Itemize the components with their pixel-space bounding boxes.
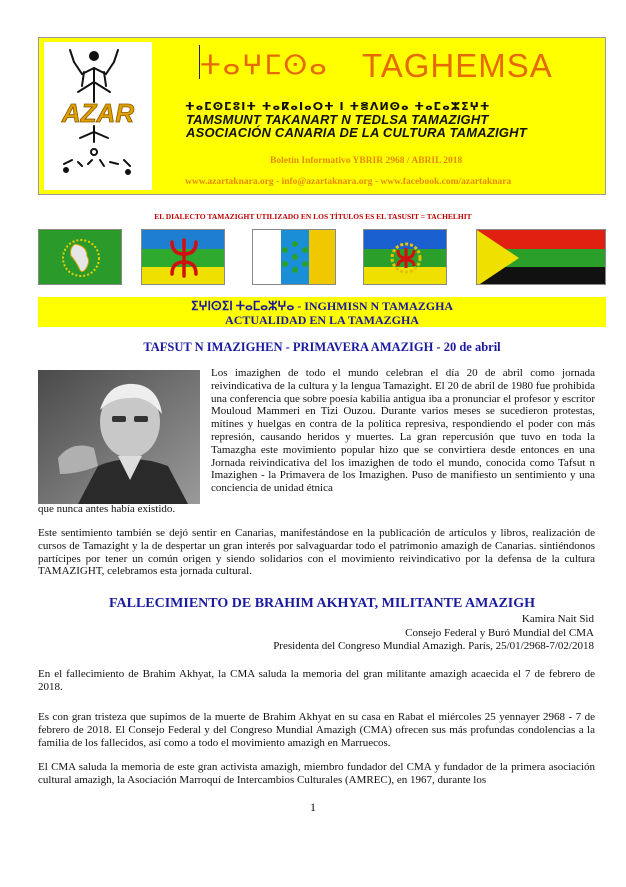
section-title-tifinagh: ⵉⵖⵏⵙⵉⵏ ⵜⴰⵎⴰⵣⵖⴰ - INGHMISN N TAMAZGHA [190, 299, 454, 313]
logo-text: AZAR [61, 98, 135, 128]
flag-five [476, 229, 606, 285]
article-2-title: FALLECIMIENTO DE BRAHIM AKHYAT, MILITANTE AMAZIGH [108, 596, 536, 611]
portrait-photo [38, 370, 200, 504]
kabyle-flag [363, 229, 447, 285]
african-union-flag [38, 229, 122, 285]
article-1-paragraph-1: Los imazighen de todo el mundo celebran el día 20 de abril como jornada reivindicativa de la cultura y la lengua Tamazight. El 20 de abril de 1980 fue prohibida una conferencia que sobre poesía kabilia antigua iba a pronunciar el profesor y escritor Mouloud Mammeri en Tizi Ouzou. Durante varios meses se sucedieron protestas, mítines y huelgas en contra de la política represiva, respondiendo el poder con más represión, causando heridos y muertes. La gran repercusión que tuvo en toda la Tamazgha este movimiento popular hizo que se convirtiera desde entonces en una Jornada reivindicativa del los imazighen de todo el mundo, conocida como Tafsut n Imazighen - la Primavera de los Imazighen. Puso de manifiesto un sentimiento y una conciencia de unidad étnica [211, 367, 595, 495]
newsletter-title: TAGHEMSA [362, 47, 553, 84]
signature-name: Kamira Nait Sid [521, 613, 594, 625]
canary-independence-flag [252, 229, 336, 285]
article-1-paragraph-1-end: que nunca antes había existido. [38, 503, 176, 515]
article-2-paragraph-1: En el fallecimiento de Brahim Akhyat, la CMA saluda la memoria del gran militante amazigh acaecida el 7 de febrero de 2018. [38, 668, 595, 693]
page-number: 1 [310, 800, 316, 814]
web-links[interactable]: www.azartaknara.org - info@azartaknara.org - www.facebook.com/azartaknara [185, 177, 512, 187]
article-2-paragraph-3: El CMA saluda la memoria de este gran activista amazigh, miembro fundador del CMA y fundador de la primera asociación cultural amazigh, la Asociación Marroquí de Intercambios Culturales (AMREC), en 1967, durante los [38, 761, 595, 786]
signature-place-date: Presidenta del Congreso Mundial Amazigh. París, 25/01/2968-7/02/2018 [273, 640, 594, 652]
org-name-spanish: ASOCIACIÓN CANARIA DE LA CULTURA TAMAZIGHT [186, 125, 527, 140]
section-title-spanish: ACTUALIDAD EN LA TAMAZGHA [225, 313, 419, 327]
org-name-tamazight: TAMSMUNT TAKANART N TEDLSA TAMAZIGHT [186, 112, 489, 127]
azar-logo [44, 42, 152, 190]
article-1-paragraph-2: Este sentimiento también se dejó sentir en Canarias, manifestándose en la publicación de artículos y libros, realización de cursos de Tamazight y la de despertar un gran interés por salvaguardar todo el patrimonio amazigh de Canarias. sintiéndonos partícipes por tener un común origen y siendo solidarios con el movimiento reivindicativo por la defensa de la cultura TAMAZIGHT, celebramos esta jornada cultural. [38, 527, 595, 578]
article-1-title: TAFSUT N IMAZIGHEN - PRIMAVERA AMAZIGH - 20 de abril [143, 340, 501, 354]
tifinagh-title: ⵜⴰⵖⵎⵙⴰ [200, 50, 329, 81]
dialect-note: EL DIALECTO TAMAZIGHT UTILIZADO EN LOS TÍTULOS ES EL TASUSIT = TACHELHIT [154, 212, 472, 221]
article-2-paragraph-2: Es con gran tristeza que supimos de la muerte de Brahim Akhyat en su casa en Rabat el miércoles 25 yennayer 2968 - 7 de febrero de 2018. El Consejo Federal y del Congreso Mundial Amazigh (CMA) ofrecen sus más profundas condolencias a la familia de los fallecidos, así como a todo el movimiento amazigh en Marruecos. [38, 711, 595, 749]
signature-role: Consejo Federal y Buró Mundial del CMA [405, 627, 594, 639]
tifinagh-subtitle: ⵜⴰⵎⵙⵎⵓⵏⵜ ⵜⴰⴽⴰⵏⴰⵔⵜ ⵏ ⵜⴻⴷⵍⵙⴰ ⵜⴰⵎⴰⵣⵉⵖⵜ [185, 100, 491, 113]
amazigh-flag [141, 229, 225, 285]
bulletin-info: Boletín Informativo YBRIR 2968 / ABRIL 2018 [270, 156, 463, 166]
